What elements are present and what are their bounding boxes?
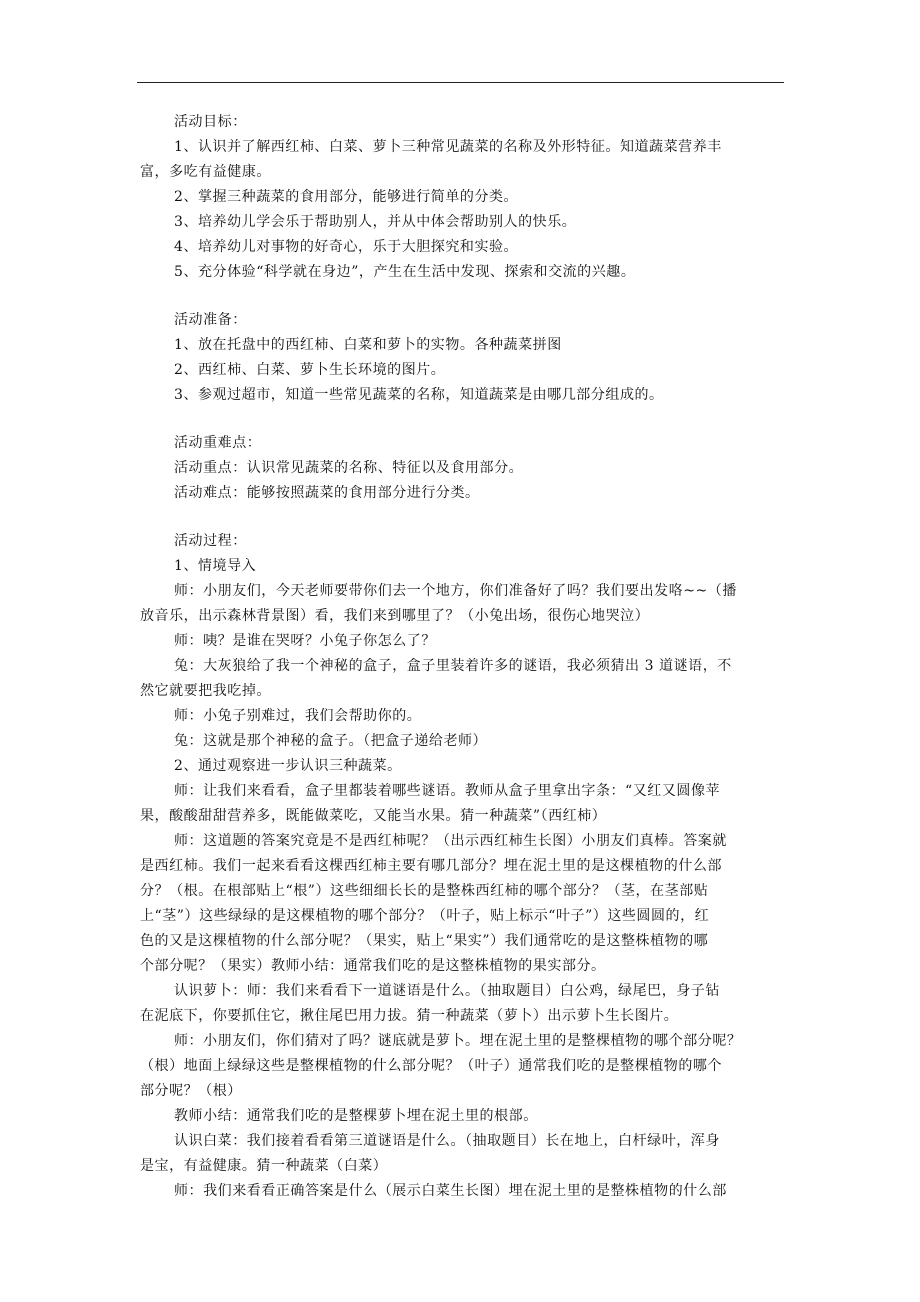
text-line: 3、培养幼儿学会乐于帮助别人，并从中体会帮助别人的快乐。 bbox=[174, 214, 577, 230]
text-line: 富，多吃有益健康。 bbox=[140, 164, 271, 180]
text-line: 师：小朋友们，今天老师要带你们去一个地方，你们准备好了吗？我们要出发咯~~（播 bbox=[174, 583, 737, 599]
text-line: 个部分呢？（果实）教师小结：通常我们吃的是这整株植物的果实部分。 bbox=[140, 958, 606, 974]
text-line: 师：这道题的答案究竟是不是西红柿呢？（出示西红柿生长图）小朋友们真棒。答案就 bbox=[174, 833, 727, 849]
text-line: 1、认识并了解西红柿、白菜、萝卜三种常见蔬菜的名称及外形特征。知道蔬菜营养丰 bbox=[174, 139, 722, 155]
section-heading-goals: 活动目标： bbox=[174, 114, 247, 130]
text-line: 2、通过观察进一步认识三种蔬菜。 bbox=[174, 758, 402, 774]
text-line: 部分呢？（根） bbox=[140, 1083, 242, 1099]
section-heading-process: 活动过程： bbox=[174, 533, 247, 549]
text-line: 认识萝卜：师：我们来看看下一道谜语是什么。（抽取题目）白公鸡，绿尾巴，身子钻 bbox=[174, 983, 720, 999]
text-line: 1、情境导入 bbox=[174, 558, 257, 574]
paragraph-gap bbox=[140, 408, 784, 431]
text-line: 放音乐，出示森林背景图）看，我们来到哪里了？（小兔出场，很伤心地哭泣） bbox=[140, 608, 650, 624]
text-line: 师：我们来看看正确答案是什么（展示白菜生长图）埋在泥土里的是整株植物的什么部 bbox=[174, 1183, 727, 1199]
text-line: 分？（根。在根部贴上“根”）这些细细长长的是整株西红柿的哪个部分？（茎，在茎部贴 bbox=[140, 883, 709, 899]
paragraph-gap bbox=[140, 506, 784, 529]
text-line: 兔：这就是那个神秘的盒子。（把盒子递给老师） bbox=[174, 733, 488, 749]
text-line: 1、放在托盘中的西红柿、白菜和萝卜的实物。各种蔬菜拼图 bbox=[174, 337, 562, 353]
text-line: 5、充分体验“科学就在身边”，产生在生活中发现、探索和交流的兴趣。 bbox=[174, 264, 636, 280]
section-heading-preparation: 活动准备： bbox=[174, 312, 247, 328]
text-line: 兔：大灰狼给了我一个神秘的盒子，盒子里装着许多的谜语，我必须猜出 3 道谜语，不 bbox=[174, 658, 732, 674]
text-line: 上“茎”）这些绿绿的是这棵植物的哪个部分？（叶子，贴上标示“叶子”）这些圆圆的，红 bbox=[140, 908, 710, 924]
text-line: 活动重点：认识常见蔬菜的名称、特征以及食用部分。 bbox=[174, 460, 524, 476]
text-line: 2、掌握三种蔬菜的食用部分，能够进行简单的分类。 bbox=[174, 189, 519, 205]
text-line: 4、培养幼儿对事物的好奇心，乐于大胆探究和实验。 bbox=[174, 239, 519, 255]
section-heading-key-points: 活动重难点： bbox=[174, 435, 262, 451]
text-line: 师：咦？是谁在哭呀？小兔子你怎么了？ bbox=[174, 633, 436, 649]
text-line: 认识白菜：我们接着看看第三道谜语是什么。（抽取题目）长在地上，白杆绿叶，浑身 bbox=[174, 1133, 720, 1149]
text-line: 是宝，有益健康。猜一种蔬菜（白菜） bbox=[140, 1158, 388, 1174]
text-line: 是西红柿。我们一起来看看这棵西红柿主要有哪几部分？埋在泥土里的是这棵植物的什么部 bbox=[140, 858, 722, 874]
document-body bbox=[140, 110, 784, 1204]
text-line: （根）地面上绿绿这些是整棵植物的什么部分呢？（叶子）通常我们吃的是整棵植物的哪个 bbox=[140, 1058, 722, 1074]
text-line: 2、西红柿、白菜、萝卜生长环境的图片。 bbox=[174, 362, 446, 378]
text-line: 色的又是这棵植物的什么部分呢？（果实，贴上“果实”）我们通常吃的是这整株植物的哪 bbox=[140, 933, 709, 949]
text-line: 然它就要把我吃掉。 bbox=[140, 683, 271, 699]
text-line: 教师小结：通常我们吃的是整棵萝卜埋在泥土里的根部。 bbox=[174, 1108, 538, 1124]
paragraph-gap bbox=[140, 285, 784, 308]
text-line: 在泥底下，你要抓住它，揪住尾巴用力拔。猜一种蔬菜（萝卜）出示萝卜生长图片。 bbox=[140, 1008, 679, 1024]
text-line: 师：让我们来看看，盒子里都装着哪些谜语。教师从盒子里拿出字条：“又红又圆像苹 bbox=[174, 783, 721, 799]
text-line: 果，酸酸甜甜营养多，既能做菜吃，又能当水果。猜一种蔬菜”（西红柿） bbox=[140, 808, 607, 824]
header-rule bbox=[137, 82, 784, 83]
text-line: 师：小朋友们，你们猜对了吗？谜底就是萝卜。埋在泥土里的是整棵植物的哪个部分呢？ bbox=[174, 1033, 742, 1049]
text-line: 活动难点：能够按照蔬菜的食用部分进行分类。 bbox=[174, 485, 480, 501]
text-line: 师：小兔子别难过，我们会帮助你的。 bbox=[174, 708, 422, 724]
text-line: 3、参观过超市，知道一些常见蔬菜的名称，知道蔬菜是由哪几部分组成的。 bbox=[174, 387, 664, 403]
